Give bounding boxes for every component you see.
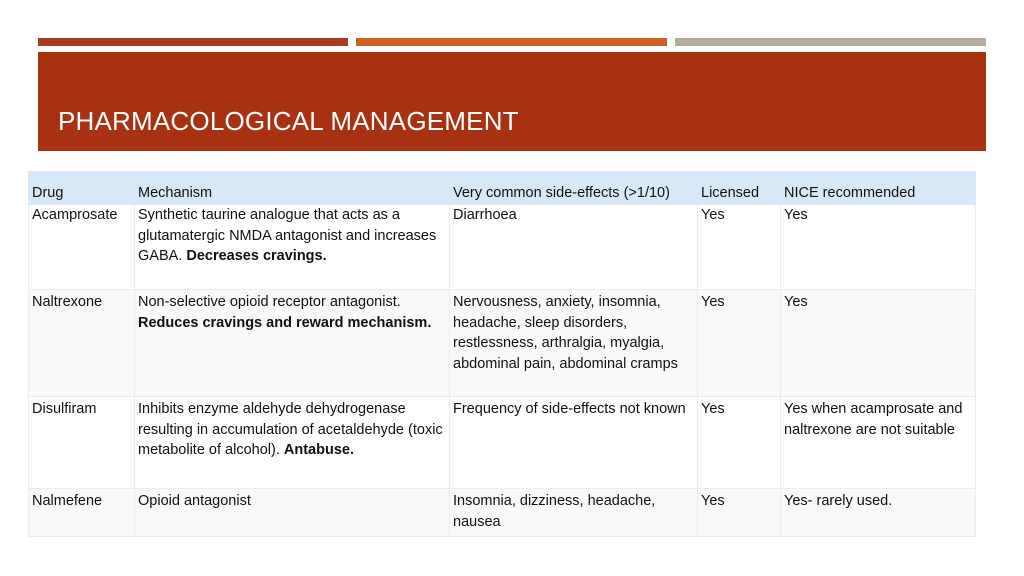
cell-licensed: Yes: [698, 205, 781, 290]
mechanism-highlight: Reduces cravings and reward mechanism.: [138, 314, 432, 331]
cell-mechanism: [135, 205, 450, 290]
cell-side-effects: Nervousness, anxiety, insomnia, headache, sleep disorders, restlessness, arthralgia, myalgia, abdominal pain, abdominal cramps: [450, 290, 698, 397]
mechanism-text: Inhibits enzyme aldehyde dehydrogenase resulting in accumulation of acetaldehyde (toxic metabolite of alcohol).: [138, 401, 443, 459]
cell-mechanism: [135, 397, 450, 489]
header-side-effects: Very common side-effects (>1/10): [450, 172, 698, 205]
cell-mechanism: [135, 489, 450, 537]
cell-nice: Yes- rarely used.: [781, 489, 976, 537]
table-row: [29, 397, 976, 489]
cell-nice: Yes: [781, 290, 976, 397]
cell-mechanism: [135, 290, 450, 397]
header-nice: NICE recommended: [781, 172, 976, 205]
cell-drug: Disulfiram: [29, 397, 135, 489]
table-row: [29, 489, 976, 537]
cell-licensed: Yes: [698, 290, 781, 397]
cell-nice: Yes when acamprosate and naltrexone are not suitable: [781, 397, 976, 489]
mechanism-highlight: Antabuse.: [283, 442, 354, 459]
slide-title: PHARMACOLOGICAL MANAGEMENT: [58, 106, 519, 136]
header-drug: Drug: [29, 172, 135, 205]
mechanism-text: Opioid antagonist: [138, 493, 251, 509]
mechanism-text: Non-selective opioid receptor antagonist.: [138, 294, 401, 310]
cell-drug: Nalmefene: [29, 489, 135, 537]
drug-table-container: [28, 171, 975, 537]
cell-nice: Yes: [781, 205, 976, 290]
cell-drug: Acamprosate: [29, 205, 135, 290]
table-row: [29, 290, 976, 397]
cell-licensed: Yes: [698, 397, 781, 489]
cell-side-effects: Diarrhoea: [450, 205, 698, 290]
title-band: [38, 52, 986, 151]
accent-bar-grey: [675, 38, 986, 46]
mechanism-text: Synthetic taurine analogue that acts as a glutamatergic NMDA antagonist and increases GABA.: [138, 207, 437, 265]
header-licensed: Licensed: [698, 172, 781, 205]
cell-side-effects: Insomnia, dizziness, headache, nausea: [450, 489, 698, 537]
cell-side-effects: Frequency of side-effects not known: [450, 397, 698, 489]
accent-bar-red: [38, 38, 348, 46]
table-header-row: [29, 172, 976, 205]
cell-drug: Naltrexone: [29, 290, 135, 397]
header-mechanism: Mechanism: [135, 172, 450, 205]
mechanism-highlight: Decreases cravings.: [186, 248, 327, 265]
drug-table: [28, 171, 976, 537]
accent-bar-orange: [356, 38, 667, 46]
cell-licensed: Yes: [698, 489, 781, 537]
table-row: [29, 205, 976, 290]
